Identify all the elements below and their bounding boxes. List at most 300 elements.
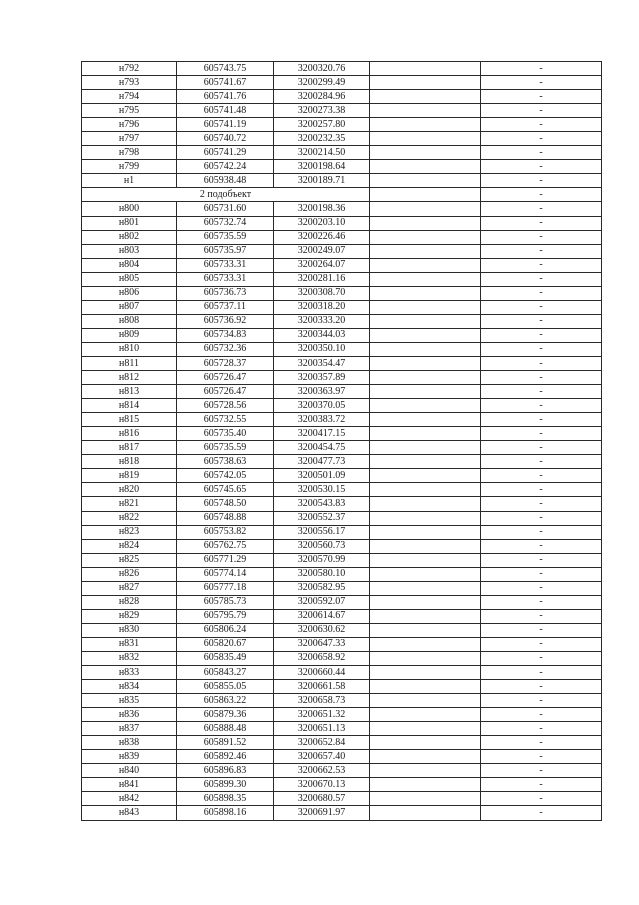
table-row [82,160,602,174]
cell-dash: - [481,651,602,665]
cell-y: 3200651.13 [274,722,370,736]
cell-point-id: н1 [82,174,177,188]
cell-empty [370,511,481,525]
cell-x: 605726.47 [177,371,274,385]
cell-y: 3200530.15 [274,483,370,497]
cell-dash: - [481,286,602,300]
cell-y: 3200198.36 [274,202,370,216]
cell-point-id: н795 [82,104,177,118]
cell-y: 3200357.89 [274,371,370,385]
cell-empty [370,216,481,230]
cell-y: 3200273.38 [274,104,370,118]
cell-x: 605733.31 [177,258,274,272]
cell-x: 605726.47 [177,385,274,399]
table-row [82,609,602,623]
cell-x: 605888.48 [177,722,274,736]
cell-empty [370,62,481,76]
table-row [82,511,602,525]
cell-x: 605735.97 [177,244,274,258]
cell-y: 3200560.73 [274,539,370,553]
cell-point-id: н804 [82,258,177,272]
cell-point-id: н840 [82,764,177,778]
cell-dash: - [481,160,602,174]
cell-dash: - [481,497,602,511]
cell-point-id: н831 [82,637,177,651]
cell-x: 605771.29 [177,553,274,567]
cell-point-id: н829 [82,609,177,623]
cell-y: 3200592.07 [274,595,370,609]
cell-point-id: н815 [82,413,177,427]
table-row [82,272,602,286]
cell-empty [370,202,481,216]
cell-dash: - [481,216,602,230]
cell-dash: - [481,427,602,441]
cell-x: 605898.16 [177,806,274,820]
cell-dash: - [481,132,602,146]
cell-dash: - [481,371,602,385]
cell-empty [370,441,481,455]
cell-x: 605734.83 [177,328,274,342]
cell-dash: - [481,806,602,820]
cell-point-id: н819 [82,469,177,483]
cell-dash: - [481,441,602,455]
cell-empty [370,764,481,778]
cell-dash: - [481,62,602,76]
cell-y: 3200344.03 [274,328,370,342]
cell-x: 605741.76 [177,90,274,104]
cell-empty [370,118,481,132]
cell-point-id: н821 [82,497,177,511]
cell-x: 605753.82 [177,525,274,539]
cell-y: 3200226.46 [274,230,370,244]
cell-y: 3200370.05 [274,399,370,413]
cell-x: 605820.67 [177,637,274,651]
cell-y: 3200570.99 [274,553,370,567]
cell-x: 605855.05 [177,680,274,694]
cell-empty [370,160,481,174]
table-row [82,497,602,511]
table-row [82,342,602,356]
table-row [82,216,602,230]
cell-y: 3200660.44 [274,666,370,680]
cell-empty [370,623,481,637]
cell-point-id: н842 [82,792,177,806]
cell-x: 605731.60 [177,202,274,216]
cell-point-id: н837 [82,722,177,736]
cell-empty [370,132,481,146]
cell-y: 3200383.72 [274,413,370,427]
cell-point-id: н813 [82,385,177,399]
cell-y: 3200691.97 [274,806,370,820]
cell-dash: - [481,694,602,708]
cell-point-id: н810 [82,342,177,356]
cell-dash: - [481,230,602,244]
table-row [82,441,602,455]
cell-y: 3200189.71 [274,174,370,188]
cell-empty [370,258,481,272]
table-row [82,132,602,146]
cell-point-id: н808 [82,314,177,328]
cell-y: 3200198.64 [274,160,370,174]
cell-y: 3200281.16 [274,272,370,286]
table-row [82,736,602,750]
cell-x: 605736.92 [177,314,274,328]
cell-empty [370,356,481,370]
cell-point-id: н835 [82,694,177,708]
cell-x: 605863.22 [177,694,274,708]
cell-x: 605743.75 [177,62,274,76]
cell-empty [370,567,481,581]
table-row [82,581,602,595]
cell-y: 3200318.20 [274,300,370,314]
cell-x: 605896.83 [177,764,274,778]
cell-point-id: н803 [82,244,177,258]
cell-x: 605735.40 [177,427,274,441]
table-row [82,750,602,764]
cell-empty [370,328,481,342]
cell-point-id: н820 [82,483,177,497]
cell-empty [370,609,481,623]
cell-dash: - [481,244,602,258]
cell-empty [370,722,481,736]
cell-empty [370,385,481,399]
table-row [82,637,602,651]
cell-x: 605899.30 [177,778,274,792]
cell-point-id: н799 [82,160,177,174]
cell-dash: - [481,722,602,736]
table-row [82,764,602,778]
cell-point-id: н800 [82,202,177,216]
table-row [82,525,602,539]
cell-dash: - [481,469,602,483]
cell-x: 605891.52 [177,736,274,750]
cell-dash: - [481,104,602,118]
table-row [82,455,602,469]
cell-dash: - [481,118,602,132]
cell-empty [370,792,481,806]
cell-x: 605762.75 [177,539,274,553]
cell-x: 605748.50 [177,497,274,511]
cell-x: 605795.79 [177,609,274,623]
cell-dash: - [481,778,602,792]
cell-empty [370,371,481,385]
cell-y: 3200658.92 [274,651,370,665]
table-row [82,427,602,441]
cell-x: 605835.49 [177,651,274,665]
cell-empty [370,750,481,764]
cell-y: 3200647.33 [274,637,370,651]
cell-dash: - [481,637,602,651]
table-row [82,230,602,244]
cell-dash: - [481,708,602,722]
table-row [82,792,602,806]
cell-dash: - [481,188,602,202]
cell-dash: - [481,455,602,469]
cell-y: 3200454.75 [274,441,370,455]
cell-y: 3200363.97 [274,385,370,399]
cell-dash: - [481,609,602,623]
cell-x: 605879.36 [177,708,274,722]
cell-empty [370,651,481,665]
cell-empty [370,272,481,286]
cell-point-id: н834 [82,680,177,694]
cell-dash: - [481,76,602,90]
cell-y: 3200232.35 [274,132,370,146]
cell-y: 3200614.67 [274,609,370,623]
table-row [82,722,602,736]
cell-x: 605741.48 [177,104,274,118]
cell-point-id: н825 [82,553,177,567]
cell-point-id: н828 [82,595,177,609]
cell-empty [370,469,481,483]
table-row [82,328,602,342]
cell-dash: - [481,736,602,750]
cell-y: 3200214.50 [274,146,370,160]
cell-point-id: н806 [82,286,177,300]
cell-empty [370,806,481,820]
cell-empty [370,90,481,104]
cell-dash: - [481,314,602,328]
cell-empty [370,455,481,469]
table-row [82,539,602,553]
cell-point-id: н818 [82,455,177,469]
cell-point-id: н841 [82,778,177,792]
cell-x: 605741.67 [177,76,274,90]
table-row [82,300,602,314]
cell-dash: - [481,525,602,539]
cell-empty [370,174,481,188]
cell-dash: - [481,90,602,104]
table-row [82,806,602,820]
cell-x: 605732.74 [177,216,274,230]
cell-dash: - [481,272,602,286]
cell-empty [370,342,481,356]
table-row [82,694,602,708]
cell-y: 3200661.58 [274,680,370,694]
cell-y: 3200417.15 [274,427,370,441]
cell-y: 3200308.70 [274,286,370,300]
cell-point-id: н816 [82,427,177,441]
cell-empty [370,637,481,651]
cell-dash: - [481,413,602,427]
cell-x: 605938.48 [177,174,274,188]
cell-dash: - [481,258,602,272]
cell-y: 3200556.17 [274,525,370,539]
cell-x: 605742.24 [177,160,274,174]
cell-dash: - [481,328,602,342]
table-body [82,62,602,821]
cell-y: 3200658.73 [274,694,370,708]
table-row [82,104,602,118]
cell-x: 605745.65 [177,483,274,497]
section-subtitle-row [82,188,602,202]
table-row [82,244,602,258]
cell-x: 605774.14 [177,567,274,581]
cell-point-id: н794 [82,90,177,104]
cell-dash: - [481,174,602,188]
table-row [82,202,602,216]
cell-point-id: н838 [82,736,177,750]
cell-point-id: н827 [82,581,177,595]
cell-y: 3200543.83 [274,497,370,511]
cell-empty [370,666,481,680]
cell-dash: - [481,511,602,525]
cell-point-id: н843 [82,806,177,820]
cell-y: 3200333.20 [274,314,370,328]
cell-y: 3200680.57 [274,792,370,806]
cell-x: 605742.05 [177,469,274,483]
cell-dash: - [481,483,602,497]
table-row [82,76,602,90]
cell-empty [370,694,481,708]
table-row [82,651,602,665]
table-row [82,413,602,427]
cell-dash: - [481,666,602,680]
cell-x: 605735.59 [177,441,274,455]
cell-empty [370,314,481,328]
cell-point-id: н823 [82,525,177,539]
cell-y: 3200630.62 [274,623,370,637]
cell-empty [370,736,481,750]
cell-dash: - [481,623,602,637]
cell-point-id: н811 [82,356,177,370]
section-subtitle: 2 подобъект [82,188,370,202]
cell-x: 605740.72 [177,132,274,146]
cell-dash: - [481,300,602,314]
table-row [82,314,602,328]
table-row [82,469,602,483]
cell-empty [370,778,481,792]
cell-empty [370,300,481,314]
cell-y: 3200670.13 [274,778,370,792]
cell-point-id: н836 [82,708,177,722]
cell-point-id: н793 [82,76,177,90]
cell-dash: - [481,399,602,413]
cell-x: 605892.46 [177,750,274,764]
cell-y: 3200257.80 [274,118,370,132]
cell-y: 3200299.49 [274,76,370,90]
cell-dash: - [481,764,602,778]
cell-point-id: н801 [82,216,177,230]
table-row [82,286,602,300]
cell-empty [370,146,481,160]
cell-y: 3200657.40 [274,750,370,764]
cell-point-id: н833 [82,666,177,680]
cell-point-id: н839 [82,750,177,764]
cell-empty [370,680,481,694]
cell-x: 605733.31 [177,272,274,286]
cell-empty [370,497,481,511]
table-row [82,258,602,272]
cell-x: 605741.19 [177,118,274,132]
cell-x: 605748.88 [177,511,274,525]
cell-dash: - [481,553,602,567]
cell-y: 3200582.95 [274,581,370,595]
cell-y: 3200284.96 [274,90,370,104]
cell-x: 605785.73 [177,595,274,609]
cell-dash: - [481,595,602,609]
table-row [82,778,602,792]
cell-x: 605736.73 [177,286,274,300]
table-row [82,553,602,567]
table-row [82,174,602,188]
cell-dash: - [481,750,602,764]
cell-point-id: н814 [82,399,177,413]
coordinates-table [81,61,602,821]
cell-point-id: н830 [82,623,177,637]
cell-point-id: н805 [82,272,177,286]
cell-empty [370,483,481,497]
cell-x: 605735.59 [177,230,274,244]
cell-empty [370,427,481,441]
cell-x: 605898.35 [177,792,274,806]
cell-empty [370,104,481,118]
cell-empty [370,244,481,258]
cell-y: 3200552.37 [274,511,370,525]
cell-y: 3200264.07 [274,258,370,272]
table-row [82,680,602,694]
cell-empty [370,595,481,609]
table-row [82,385,602,399]
cell-point-id: н798 [82,146,177,160]
table-row [82,708,602,722]
cell-dash: - [481,146,602,160]
cell-point-id: н826 [82,567,177,581]
cell-empty [370,413,481,427]
table-row [82,146,602,160]
cell-dash: - [481,567,602,581]
cell-point-id: н832 [82,651,177,665]
cell-y: 3200651.32 [274,708,370,722]
cell-empty [370,708,481,722]
cell-empty [370,286,481,300]
cell-y: 3200249.07 [274,244,370,258]
cell-y: 3200662.53 [274,764,370,778]
table-row [82,118,602,132]
table-row [82,399,602,413]
cell-point-id: н822 [82,511,177,525]
cell-x: 605732.36 [177,342,274,356]
cell-x: 605728.56 [177,399,274,413]
cell-point-id: н824 [82,539,177,553]
cell-dash: - [481,342,602,356]
cell-empty [370,399,481,413]
cell-x: 605777.18 [177,581,274,595]
cell-dash: - [481,356,602,370]
cell-point-id: н809 [82,328,177,342]
cell-x: 605806.24 [177,623,274,637]
table-row [82,90,602,104]
cell-point-id: н796 [82,118,177,132]
cell-x: 605728.37 [177,356,274,370]
cell-y: 3200477.73 [274,455,370,469]
cell-point-id: н807 [82,300,177,314]
cell-x: 605732.55 [177,413,274,427]
cell-empty [370,76,481,90]
cell-empty [370,581,481,595]
cell-y: 3200350.10 [274,342,370,356]
cell-empty [370,553,481,567]
table-row [82,666,602,680]
cell-empty [370,230,481,244]
cell-dash: - [481,792,602,806]
table-row [82,595,602,609]
cell-y: 3200652.84 [274,736,370,750]
cell-y: 3200320.76 [274,62,370,76]
cell-y: 3200203.10 [274,216,370,230]
cell-dash: - [481,539,602,553]
cell-x: 605843.27 [177,666,274,680]
